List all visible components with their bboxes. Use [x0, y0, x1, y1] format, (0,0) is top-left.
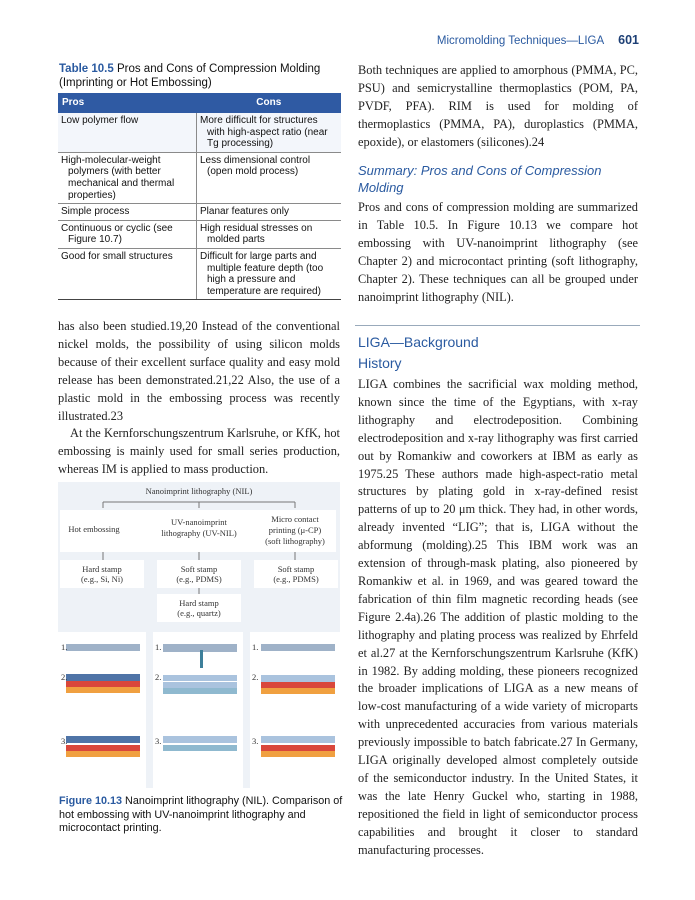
col-label-hot-embossing: Hot embossing: [68, 524, 120, 534]
col-label-ucp: printing (μ-CP): [268, 525, 322, 535]
table-row: [58, 248, 341, 299]
step-number: 3.: [61, 736, 68, 746]
section-title: LIGA—Background: [358, 334, 479, 350]
summary-heading: Summary: Pros and Cons of Compression Molding: [358, 163, 602, 195]
paragraph: Pros and cons of compression molding are summarized in Table 10.5. In Figure 10.13 we compare hot embossing with UV-nanoimprint lithography (see Chapter 2) and microcontact printing (soft lithography, Chapter 2). These techniques can all be grouped under nanoimprint lithography (NIL).: [358, 200, 638, 304]
paragraph: At the Kernforschungszentrum Karlsruhe, or KfK, hot embossing is mainly used for small series production, whereas IM is applied to mass production.: [58, 426, 340, 477]
cons-cell: More difficult for structures with high-aspect ratio (near Tg processing): [197, 113, 342, 152]
step-number: 3.: [155, 736, 162, 746]
stamp-label: Soft stamp: [180, 564, 218, 574]
table-caption-text: Pros and Cons of Compression Molding (Imprinting or Hot Embossing): [59, 63, 321, 89]
table-row: [58, 220, 341, 248]
step-number: 2.: [61, 672, 68, 682]
table-row: [58, 113, 341, 152]
paragraph: LIGA combines the sacrificial wax molding method, known since the time of the Egyptians, with x-ray lithography and electrodeposition. Combining electrodeposition and x-ray lithography was first carried out by Romankiw and coworkers at IBM as early as 1975.25 These authors made high-aspect-ratio metal structures by plating gold in x-ray-defined resist patterns of up to 20 μm thick. They had, in other words, already invented “LIG”; that is, LIGA without the abformung (molding).25 This IBM work was an extension of through-mask plating, also pioneered by Romankiw et al. in 1969, and was geared toward the fabrication of thin film magnetic recording heads (see Figure 2.4a).26 The addition of plastic molding to the lithography and plating process was realized by Ehrfeld et al.27 at the Kernforschungszentrum Karlsruhe (KfK) in 1982. By adding molding, these pioneers recognized the broader implications of LIGA as a new means of low-cost manufacturing of a wide variety of microparts with unprecedented accuracies from various materials previously impossible to batch fabricate.27 In Germany, LIGA originally developed almost completely outside of the semiconductor industry. In the United States, it was the late Henry Guckel who, starting in 1988, repositioned the field in light of semiconductor process capabilities and brought it closer to standard manufacturing processes.: [358, 377, 638, 857]
subsection-title: History: [358, 355, 402, 371]
table-header-cons: Cons: [197, 93, 342, 113]
section-divider: [355, 325, 640, 326]
stamp-label: (e.g., PDMS): [273, 574, 319, 584]
figure-title: Nanoimprint lithography (NIL): [145, 486, 253, 496]
running-title: Micromolding Techniques—LIGA: [436, 35, 605, 47]
table-caption: [59, 62, 339, 90]
stamp-label: (e.g., quartz): [177, 608, 221, 618]
step-number: 1.: [61, 642, 68, 652]
table-header-pros: Pros: [58, 93, 197, 113]
pros-cons-table: [58, 93, 341, 300]
stamp-label: Hard stamp: [82, 564, 122, 574]
table-row: [58, 204, 341, 221]
stamp-label: (e.g., Si, Ni): [80, 574, 124, 584]
pros-cell: Simple process: [58, 204, 197, 221]
step-number: 3.: [252, 736, 259, 746]
table-row: [58, 152, 341, 203]
figure-caption-text: Nanoimprint lithography (NIL). Comparison of hot embossing with UV-nanoimprint lithography and microcontact printing.: [59, 795, 343, 835]
stamp-label: Hard stamp: [179, 598, 219, 608]
step-number: 1.: [155, 642, 162, 652]
step-number: 1.: [252, 642, 259, 652]
step-number: 2.: [155, 672, 162, 682]
right-column-intro: [358, 62, 638, 152]
running-header: [437, 33, 639, 47]
paragraph: Both techniques are applied to amorphous (PMMA, PC, PSU) and semicrystalline thermoplastics (POM, PA, PVDF, PFA). RIM is used for molding of thermoplastics (PMMA, PA), duroplastics (PMMA, epoxide), or elastomers (silicones).24: [358, 63, 638, 149]
stamp-label: Soft stamp: [277, 564, 315, 574]
section-heading: [358, 332, 638, 374]
pros-cell: Low polymer flow: [58, 113, 197, 152]
cons-cell: Difficult for large parts and multiple feature depth (too high a pressure and temperature are required): [197, 248, 342, 299]
table-label: Table 10.5: [59, 63, 114, 75]
pros-cell: Good for small structures: [58, 248, 197, 299]
left-column-text: [58, 318, 340, 479]
col-label-ucp: Micro contact: [271, 514, 319, 524]
pros-cell: Continuous or cyclic (see Figure 10.7): [58, 220, 197, 248]
right-column-history: [358, 376, 638, 859]
process-panel-uvnil: [153, 632, 243, 788]
col-label-uvnil: lithography (UV-NIL): [161, 528, 237, 538]
paragraph: has also been studied.19,20 Instead of the conventional nickel molds, the possibility of using silicon molds because of their excellent surface quality and easy mold release has been demonstrated.21,22 Also, the use of a plastic mold in the embossing process was recently illustrated.23: [58, 319, 340, 423]
figure-nil-diagram: [58, 482, 340, 788]
stamp-label: (e.g., PDMS): [176, 574, 222, 584]
col-label-uvnil: UV-nanoimprint: [171, 517, 227, 527]
process-panel-ucp: [250, 632, 340, 788]
cons-cell: Planar features only: [197, 204, 342, 221]
process-panel-hot-embossing: [58, 632, 146, 788]
step-number: 2.: [252, 672, 259, 682]
figure-caption: [59, 795, 343, 836]
figure-label: Figure 10.13: [59, 795, 123, 807]
pros-cell: High-molecular-weight polymers (with better mechanical and thermal properties): [58, 152, 197, 203]
right-column-summary: [358, 199, 638, 306]
cons-cell: High residual stresses on molded parts: [197, 220, 342, 248]
cons-cell: Less dimensional control (open mold process): [197, 152, 342, 203]
col-label-ucp: (soft lithography): [265, 536, 325, 546]
page-number: 601: [618, 33, 639, 47]
